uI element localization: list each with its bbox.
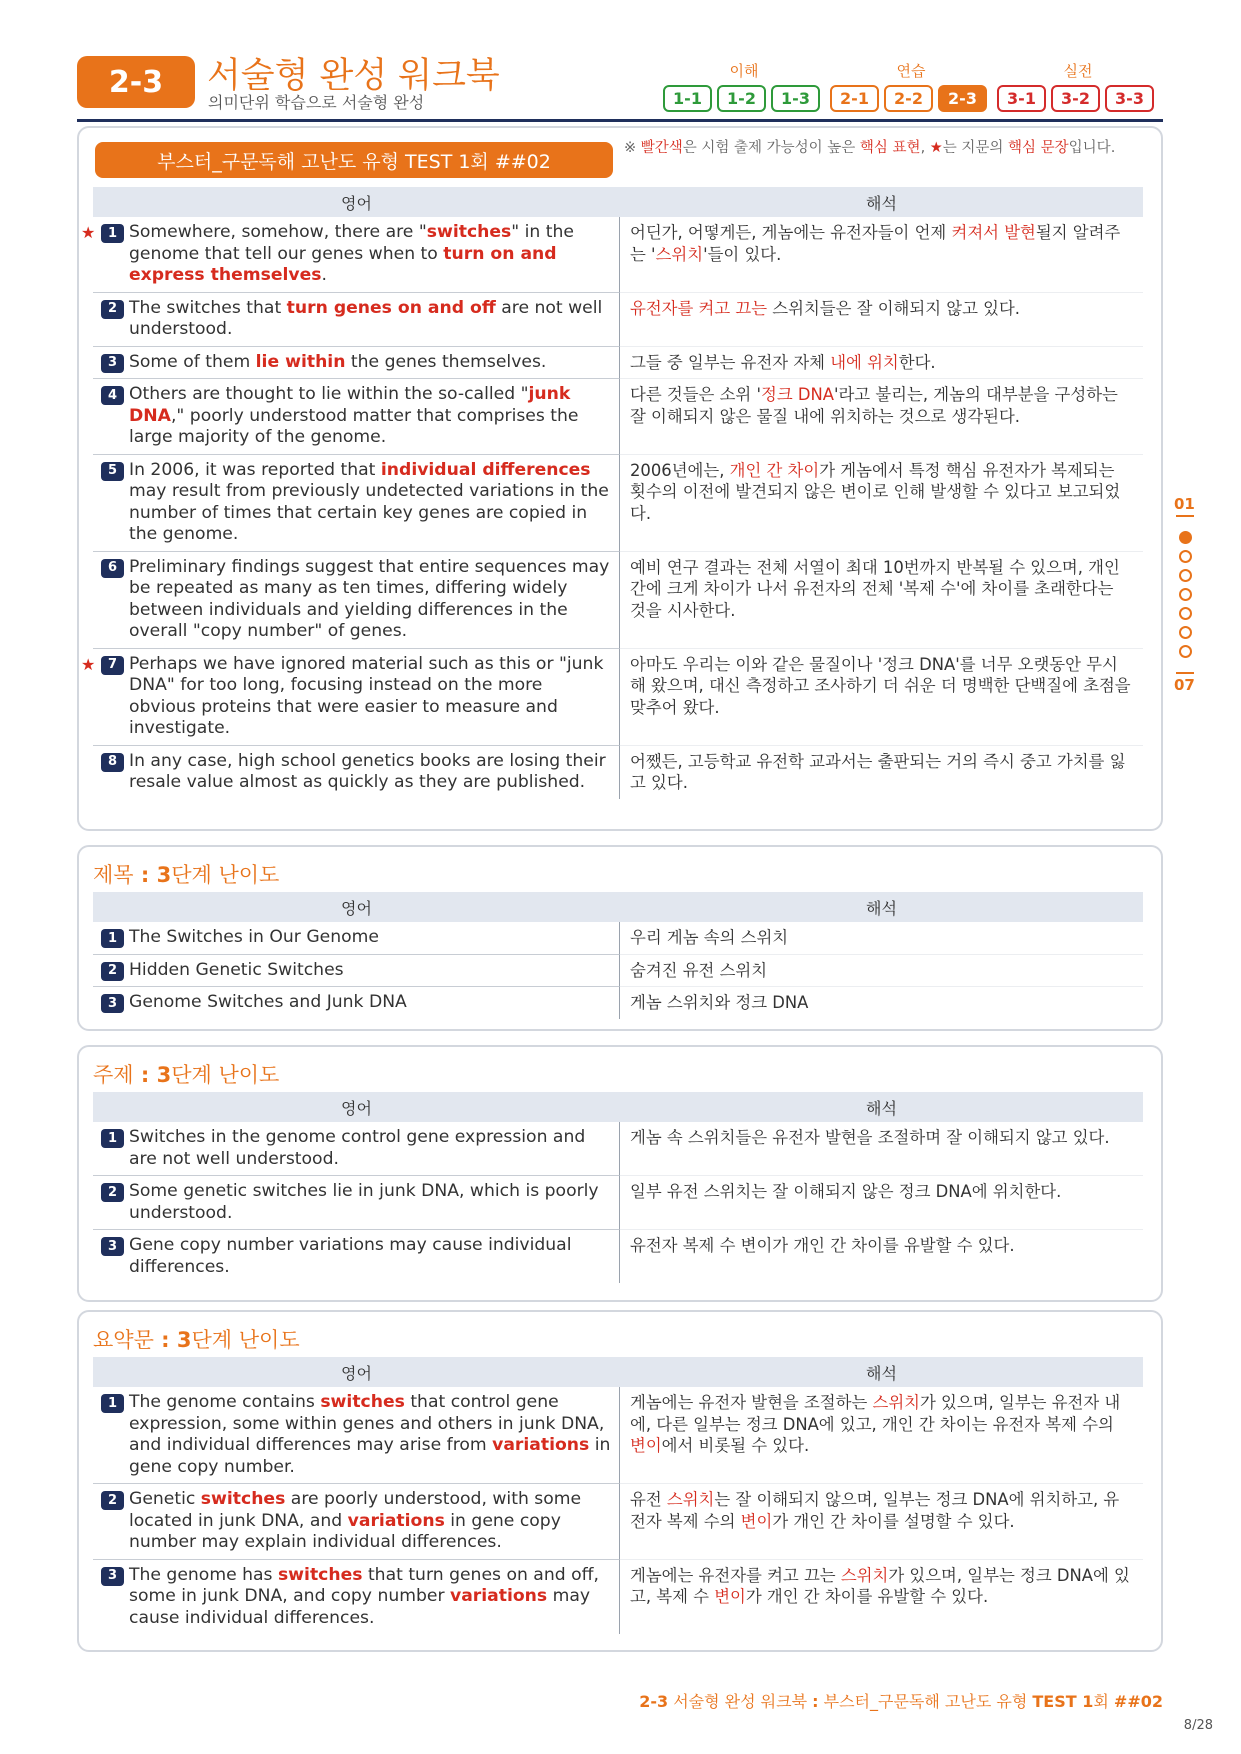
english-sentence xyxy=(93,378,620,454)
english-sentence xyxy=(81,648,620,745)
english-text: Gene copy number variations may cause individual differences. xyxy=(129,1235,572,1277)
korean-translation: 숨겨진 유전 스위치 xyxy=(620,954,1143,987)
table-row xyxy=(93,1387,1143,1483)
step-1-2[interactable]: 1-2 xyxy=(717,85,766,112)
korean-translation: 어쨌든, 고등학교 유전학 교과서는 출판되는 거의 즉시 중고 가치를 잃고 있다. xyxy=(620,745,1143,799)
row-number-badge: 1 xyxy=(101,1394,124,1413)
row-number-badge: 1 xyxy=(101,224,124,243)
table-row xyxy=(93,454,1143,551)
korean-translation: 유전자 복제 수 변이가 개인 간 차이를 유발할 수 있다. xyxy=(620,1229,1143,1283)
row-number-badge: 3 xyxy=(101,1567,124,1586)
section-title-summary: 요약문 : 3단계 난이도 xyxy=(93,1328,300,1352)
table-row xyxy=(93,1229,1143,1283)
side-index-dot xyxy=(1179,645,1192,658)
test-table-header xyxy=(93,187,1143,217)
summary-panel xyxy=(77,1310,1163,1652)
col-header-korean: 해석 xyxy=(866,1363,897,1383)
side-index-start: 01 xyxy=(1174,495,1195,513)
table-row xyxy=(93,292,1143,346)
english-text: The genome has switches that turn genes on and off, some in junk DNA, and copy number variations may cause individual differences. xyxy=(129,1564,599,1628)
english-text: Preliminary findings suggest that entire sequences may be repeated as many as ten times, differing widely between individuals and yielding differences in the overall "copy number" of genes. xyxy=(129,556,610,641)
side-index-dot xyxy=(1179,607,1192,620)
row-number-badge: 1 xyxy=(101,1129,124,1148)
side-index-dot xyxy=(1179,569,1192,582)
summary-table-header xyxy=(93,1357,1143,1387)
korean-translation: 일부 유전 스위치는 잘 이해되지 않은 정크 DNA에 위치한다. xyxy=(620,1175,1143,1229)
english-text: Switches in the genome control gene expression and are not well understood. xyxy=(129,1127,586,1169)
english-sentence xyxy=(93,922,620,954)
table-row xyxy=(93,745,1143,799)
col-header-korean: 해석 xyxy=(866,1098,897,1118)
english-text: Genome Switches and Junk DNA xyxy=(129,992,407,1012)
english-sentence xyxy=(93,292,620,346)
section-title-topic: 주제 : 3단계 난이도 xyxy=(93,1063,280,1087)
step-3-2[interactable]: 3-2 xyxy=(1051,85,1100,112)
table-row xyxy=(93,346,1143,379)
table-row xyxy=(93,922,1143,954)
english-sentence xyxy=(93,1483,620,1559)
row-number-badge: 1 xyxy=(101,929,124,948)
table-row xyxy=(93,986,1143,1019)
row-number-badge: 8 xyxy=(101,753,124,772)
table-row xyxy=(93,378,1143,454)
korean-translation: 유전자를 켜고 끄는 스위치들은 잘 이해되지 않고 있다. xyxy=(620,292,1143,346)
col-header-korean: 해석 xyxy=(866,193,897,213)
table-row xyxy=(93,954,1143,987)
group-label-real: 실전 xyxy=(1063,62,1093,80)
side-index-line-bottom xyxy=(1176,672,1194,674)
korean-translation: 게놈 스위치와 정크 DNA xyxy=(620,986,1143,1019)
summary-table-body xyxy=(93,1387,1143,1634)
unit-badge: 2-3 xyxy=(77,56,195,108)
step-1-3[interactable]: 1-3 xyxy=(771,85,820,112)
side-index-end: 07 xyxy=(1174,676,1195,694)
english-text: Somewhere, somehow, there are "switches" in the genome that tell our genes when to turn on and express themselves. xyxy=(129,222,574,285)
star-icon: ★ xyxy=(81,654,96,674)
side-index-dot xyxy=(1179,531,1192,544)
group-label-understand: 이해 xyxy=(729,62,759,80)
english-text: Some genetic switches lie in junk DNA, which is poorly understood. xyxy=(129,1181,599,1223)
page-title: 서술형 완성 워크북 xyxy=(207,56,500,96)
english-text: Genetic switches are poorly understood, with some located in junk DNA, and variations in gene copy number may explain individual differences. xyxy=(129,1489,582,1552)
english-sentence xyxy=(93,1559,620,1635)
english-text: In 2006, it was reported that individual differences may result from previously undetected variations in the number of times that certain key genes are copied in the genome. xyxy=(129,459,609,544)
test-table-body xyxy=(81,217,1143,799)
row-number-badge: 3 xyxy=(101,354,124,373)
topic-table-body xyxy=(93,1122,1143,1283)
step-2-3[interactable]: 2-3 xyxy=(938,85,987,112)
side-index-line-top xyxy=(1176,515,1194,517)
header-divider xyxy=(77,119,1163,122)
table-row xyxy=(93,1175,1143,1229)
side-index-dot xyxy=(1179,550,1192,563)
english-text: The Switches in Our Genome xyxy=(129,927,379,947)
table-row xyxy=(93,1559,1143,1635)
english-text: In any case, high school genetics books are losing their resale value almost as quickly as they are published. xyxy=(129,750,606,792)
footer-title: 2-3 서술형 완성 워크북 : 부스터_구문독해 고난도 유형 TEST 1회 ##02 xyxy=(639,1692,1163,1711)
korean-translation: 아마도 우리는 이와 같은 물질이나 '정크 DNA'를 너무 오랫동안 무시해 왔으며, 대신 측정하고 조사하기 더 쉬운 더 명백한 단백질에 초점을 맞추어 왔다. xyxy=(620,648,1143,745)
korean-translation: 다른 것들은 소위 '정크 DNA'라고 불리는, 게놈의 대부분을 구성하는 잘 이해되지 않은 물질 내에 위치하는 것으로 생각된다. xyxy=(620,378,1143,454)
col-header-english: 영어 xyxy=(341,898,372,918)
row-number-badge: 6 xyxy=(101,559,124,578)
test-badge: 부스터_구문독해 고난도 유형 TEST 1회 ##02 xyxy=(95,142,613,178)
row-number-badge: 2 xyxy=(101,962,124,981)
row-number-badge: 2 xyxy=(101,300,124,319)
table-row xyxy=(81,648,1143,745)
title-table-body xyxy=(93,922,1143,1019)
page-subtitle: 의미단위 학습으로 서술형 완성 xyxy=(208,93,425,112)
english-sentence xyxy=(93,1175,620,1229)
col-header-english: 영어 xyxy=(341,193,372,213)
legend-note: ※ 빨간색은 시험 출제 가능성이 높은 핵심 표현, ★는 지문의 핵심 문장입니다. xyxy=(624,140,1116,156)
english-sentence xyxy=(93,1122,620,1175)
english-sentence xyxy=(93,1229,620,1283)
english-sentence xyxy=(93,986,620,1019)
korean-translation: 예비 연구 결과는 전체 서열이 최대 10번까지 반복될 수 있으며, 개인 간에 크게 차이가 나서 유전자의 전체 '복제 수'에 차이를 초래한다는 것을 시사한다. xyxy=(620,551,1143,648)
korean-translation: 어딘가, 어떻게든, 게놈에는 유전자들이 언제 켜져서 발현될지 알려주는 '스위치'들이 있다. xyxy=(630,223,1121,264)
section-title-title: 제목 : 3단계 난이도 xyxy=(93,863,280,887)
english-sentence xyxy=(93,346,620,379)
col-header-english: 영어 xyxy=(341,1363,372,1383)
col-header-english: 영어 xyxy=(341,1098,372,1118)
group-label-practice: 연습 xyxy=(896,62,926,80)
step-1-1[interactable]: 1-1 xyxy=(663,85,712,112)
korean-translation: 게놈 속 스위치들은 유전자 발현을 조절하며 잘 이해되지 않고 있다. xyxy=(630,1128,1110,1147)
step-2-1[interactable]: 2-1 xyxy=(830,85,879,112)
english-sentence xyxy=(93,745,620,799)
english-text: Others are thought to lie within the so-called "junk DNA," poorly understood matter that comprises the large majority of the genome. xyxy=(129,384,579,447)
english-text: The switches that turn genes on and off are not well understood. xyxy=(129,297,603,339)
english-text: The genome contains switches that control gene expression, some within genes and others in junk DNA, and individual differences may arise from variations in gene copy number. xyxy=(129,1392,611,1477)
korean-translation: 게놈에는 유전자를 켜고 끄는 스위치가 있으며, 일부는 정크 DNA에 있고, 복제 수 변이가 개인 간 차이를 유발할 수 있다. xyxy=(620,1559,1143,1635)
english-text: Hidden Genetic Switches xyxy=(129,959,344,980)
row-number-badge: 7 xyxy=(101,656,124,675)
topic-table-header xyxy=(93,1092,1143,1122)
row-number-badge: 3 xyxy=(101,1237,124,1256)
col-header-korean: 해석 xyxy=(866,898,897,918)
side-index-dot xyxy=(1179,626,1192,639)
table-row xyxy=(93,1122,1143,1175)
title-panel xyxy=(77,845,1163,1031)
table-row xyxy=(93,551,1143,648)
row-number-badge: 4 xyxy=(101,386,124,405)
star-icon: ★ xyxy=(81,223,96,242)
title-table-header xyxy=(93,892,1143,922)
korean-translation: 우리 게놈 속의 스위치 xyxy=(630,928,789,947)
english-sentence xyxy=(93,551,620,648)
english-sentence xyxy=(93,454,620,551)
topic-panel xyxy=(77,1045,1163,1302)
row-number-badge: 3 xyxy=(101,994,124,1013)
korean-translation: 유전 스위치는 잘 이해되지 않으며, 일부는 정크 DNA에 위치하고, 유전자 복제 수의 변이가 개인 간 차이를 설명할 수 있다. xyxy=(620,1483,1143,1559)
row-number-badge: 5 xyxy=(101,462,124,481)
english-sentence xyxy=(93,1387,620,1483)
table-row xyxy=(93,1483,1143,1559)
english-text: Some of them lie within the genes themselves. xyxy=(129,351,547,372)
table-row xyxy=(81,217,1143,292)
row-number-badge: 2 xyxy=(101,1491,124,1510)
step-3-3[interactable]: 3-3 xyxy=(1105,85,1154,112)
korean-translation: 게놈에는 유전자 발현을 조절하는 스위치가 있으며, 일부는 유전자 내에, 다른 일부는 정크 DNA에 있고, 개인 간 차이는 유전자 복제 수의 변이에서 비롯될 수 있다. xyxy=(630,1393,1121,1455)
step-3-1[interactable]: 3-1 xyxy=(997,85,1046,112)
english-sentence xyxy=(93,954,620,987)
test-panel xyxy=(77,126,1163,831)
english-sentence xyxy=(81,217,620,292)
english-text: Perhaps we have ignored material such as this or "junk DNA" for too long, focusing instead on the more obvious proteins that were easier to measure and investigate. xyxy=(129,653,604,738)
page-number: 8/28 xyxy=(1183,1718,1213,1733)
row-number-badge: 2 xyxy=(101,1183,124,1202)
side-index-dot xyxy=(1179,588,1192,601)
step-2-2[interactable]: 2-2 xyxy=(884,85,933,112)
korean-translation: 그들 중 일부는 유전자 자체 내에 위치한다. xyxy=(620,346,1143,379)
korean-translation: 2006년에는, 개인 간 차이가 게놈에서 특정 핵심 유전자가 복제되는 횟수의 이전에 발견되지 않은 변이로 인해 발생할 수 있다고 보고되었다. xyxy=(620,454,1143,551)
